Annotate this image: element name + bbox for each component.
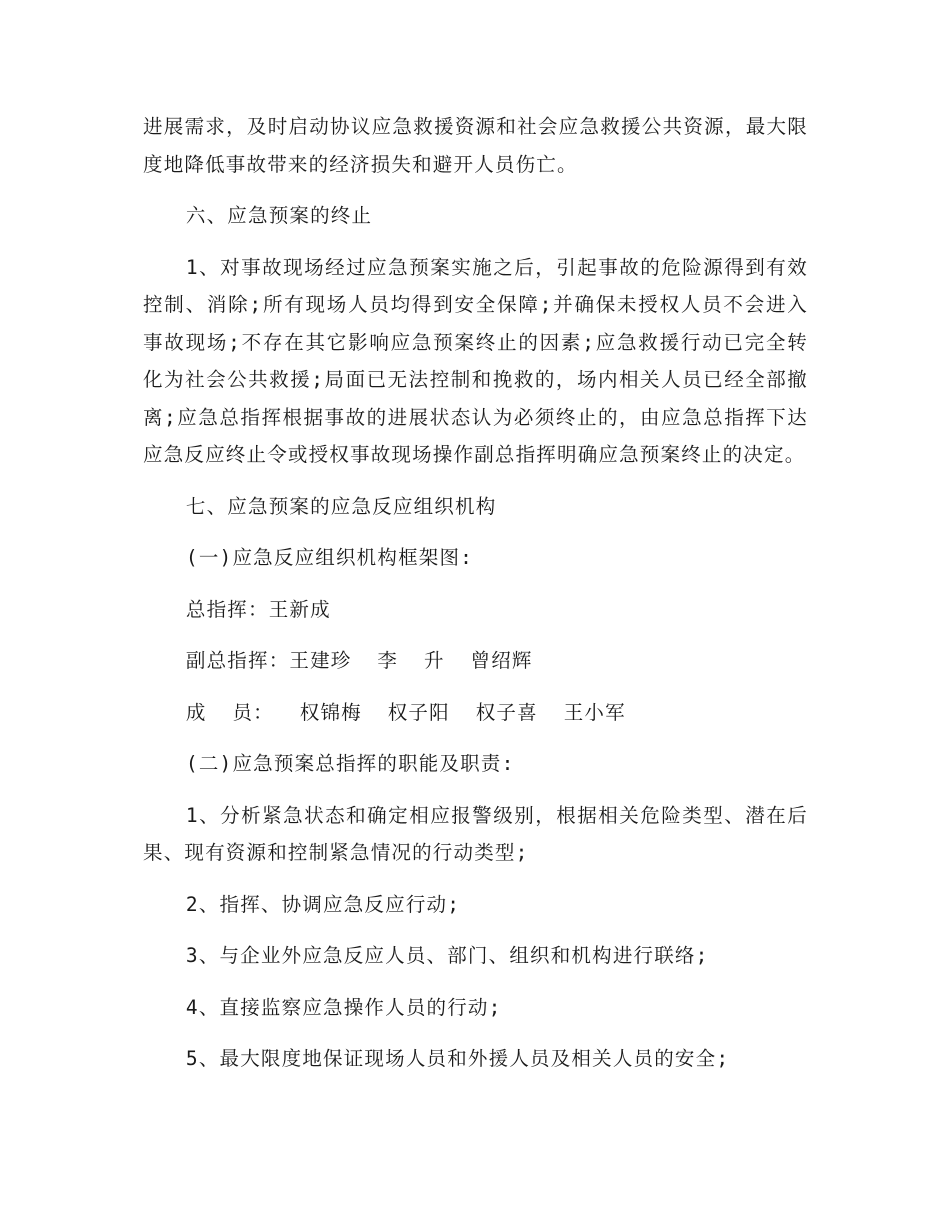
duty-item-1: 1、分析紧急状态和确定相应报警级别，根据相关危险类型、潜在后果、现有资源和控制紧急情况的行动类型; [143, 803, 808, 864]
duty-item-4: 4、直接监察应急操作人员的行动; [185, 995, 502, 1019]
paragraph-continuation: 进展需求，及时启动协议应急救援资源和社会应急救援公共资源，最大限度地降低事故带来的经济损失和避开人员伤亡。 [143, 115, 808, 176]
document-page [143, 108, 808, 1078]
section-heading-termination: 六、应急预案的终止 [185, 204, 373, 227]
duty-item-2: 2、指挥、协调应急反应行动; [185, 892, 461, 916]
commander-line: 总指挥：王新成 [185, 597, 331, 621]
duty-item-3: 3、与企业外应急反应人员、部门、组织和机构进行联络; [185, 944, 709, 967]
section-heading-organization: 七、应急预案的应急反应组织机构 [185, 494, 497, 518]
members-line: 成 员： 权锦梅 权子阳 权子喜 王小军 [185, 700, 626, 724]
subheading-commander-duties: (二)应急预案总指挥的职能及职责: [185, 752, 515, 775]
deputy-commander-line: 副总指挥：王建珍 李 升 曾绍辉 [185, 649, 533, 672]
paragraph-termination-conditions: 1、对事故现场经过应急预案实施之后，引起事故的危险源得到有效控制、消除;所有现场人员均得到安全保障;并确保未授权人员不会进入事故现场;不存在其它影响应急预案终止的因素;应急救援行动已完全转化为社会公共救援;局面已无法控制和挽救的，场内相关人员已经全部撤离;应急总指挥根据事故的进展状态认为必须终止的，由应急总指挥下达应急反应终止令或授权事故现场操作副总指挥明确应急预案终止的决定。 [143, 255, 808, 466]
duty-item-5: 5、最大限度地保证现场人员和外援人员及相关人员的安全; [185, 1047, 730, 1070]
subheading-org-chart: (一)应急反应组织机构框架图: [185, 546, 474, 569]
